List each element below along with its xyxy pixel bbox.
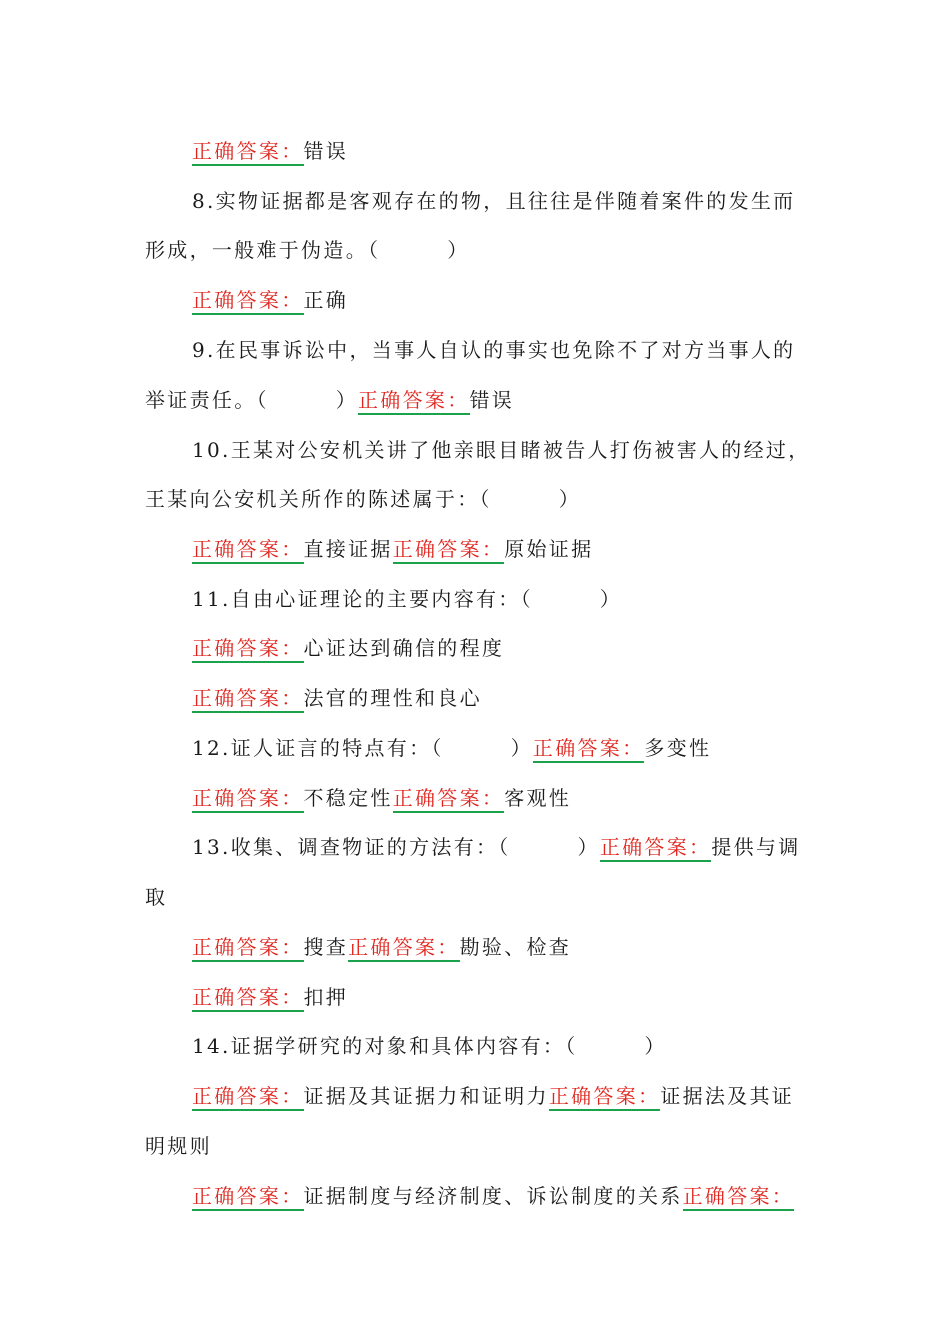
answer-line — [192, 535, 593, 563]
line-text: 9.在民事诉讼中，当事人自认的事实也免除不了对方当事人的 — [192, 338, 796, 362]
line-text: 明规则 — [145, 1134, 212, 1158]
line-text: 原始证据 — [504, 537, 594, 561]
answer-label: 正确答案： — [393, 786, 505, 813]
answer-label: 正确答案： — [192, 935, 304, 962]
question-line — [192, 734, 711, 762]
line-text: 错误 — [303, 139, 349, 163]
answer-line — [192, 983, 348, 1011]
question-line — [192, 585, 622, 613]
line-text: 不稳定性 — [303, 786, 393, 810]
answer-line — [192, 684, 482, 712]
line-text: 王某向公安机关所作的陈述属于：（ ） — [145, 487, 581, 511]
question-line — [192, 336, 795, 364]
line-text: 证据制度与经济制度、诉讼制度的关系 — [303, 1184, 683, 1208]
question-line — [192, 187, 795, 215]
line-text: 取 — [145, 885, 168, 909]
line-text: 证据及其证据力和证明力 — [303, 1084, 549, 1108]
answer-label: 正确答案： — [192, 786, 304, 813]
line-text: 10.王某对公安机关讲了他亲眼目睹被告人打伤被害人的经过， — [192, 438, 811, 462]
line-text: 心证达到确信的程度 — [303, 636, 505, 660]
answer-label: 正确答案： — [393, 537, 505, 564]
line-text: 14.证据学研究的对象和具体内容有：（ ） — [192, 1034, 667, 1058]
answer-line — [192, 286, 348, 314]
question-line — [145, 485, 581, 513]
answer-label: 正确答案： — [192, 636, 304, 663]
line-text: 12.证人证言的特点有：（ ） — [192, 736, 533, 760]
question-line — [192, 833, 801, 861]
answer-label: 正确答案： — [348, 935, 460, 962]
answer-label: 正确答案： — [192, 1084, 304, 1111]
line-text: 错误 — [469, 388, 515, 412]
question-line — [145, 1132, 212, 1160]
line-text: 形成，一般难于伪造。（ ） — [145, 238, 470, 262]
answer-label: 正确答案： — [358, 388, 470, 415]
question-line — [145, 883, 167, 911]
answer-label: 正确答案： — [192, 139, 304, 166]
line-text: 正确 — [303, 288, 349, 312]
answer-label: 正确答案： — [192, 985, 304, 1012]
line-text: 证据法及其证 — [660, 1084, 795, 1108]
answer-label: 正确答案： — [533, 736, 645, 763]
answer-label: 正确答案： — [192, 1184, 304, 1211]
answer-line — [192, 137, 348, 165]
answer-label: 正确答案： — [192, 288, 304, 315]
line-text: 直接证据 — [303, 537, 393, 561]
line-text: 多变性 — [644, 736, 712, 760]
answer-label: 正确答案： — [549, 1084, 661, 1111]
question-line — [192, 1032, 667, 1060]
line-text: 13.收集、调查物证的方法有：（ ） — [192, 835, 600, 859]
question-line — [192, 436, 811, 464]
answer-label: 正确答案： — [192, 537, 304, 564]
answer-label: 正确答案： — [600, 835, 712, 862]
question-line — [145, 236, 470, 264]
answer-line — [192, 784, 571, 812]
line-text: 搜查 — [303, 935, 349, 959]
line-text: 扣押 — [303, 985, 349, 1009]
answer-label: 正确答案： — [683, 1184, 795, 1211]
line-text: 勘验、检查 — [459, 935, 572, 959]
answer-line — [192, 1182, 794, 1210]
question-line — [145, 386, 514, 414]
line-text: 11.自由心证理论的主要内容有：（ ） — [192, 587, 623, 611]
answer-line — [192, 634, 504, 662]
line-text: 8.实物证据都是客观存在的物，且往往是伴随着案件的发生而 — [192, 189, 796, 213]
answer-line — [192, 1082, 794, 1110]
answer-label: 正确答案： — [192, 686, 304, 713]
line-text: 提供与调 — [711, 835, 801, 859]
line-text: 法官的理性和良心 — [303, 686, 482, 710]
answer-line — [192, 933, 571, 961]
line-text: 举证责任。（ ） — [145, 388, 358, 412]
line-text: 客观性 — [504, 786, 572, 810]
